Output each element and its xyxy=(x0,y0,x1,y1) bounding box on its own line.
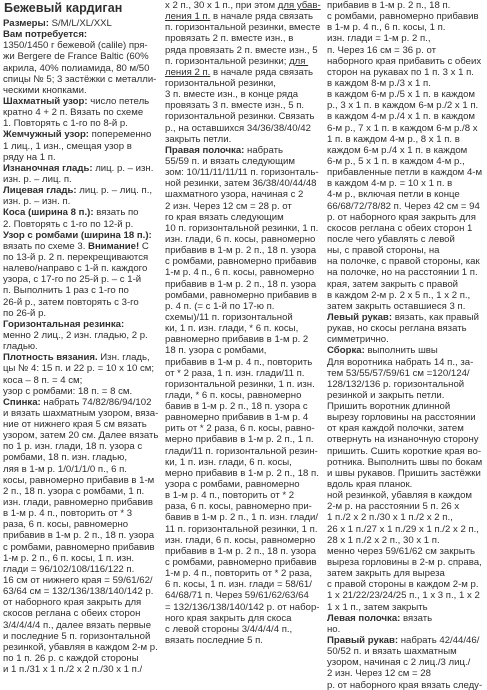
text-line: прибавив в 1-м р. 2 п., 18 п. узора xyxy=(3,530,155,542)
text-line: го края вязать следующим xyxy=(165,211,284,223)
text-line: 3 п. вместе изн., в конце ряда xyxy=(165,89,299,101)
text-line: по 1 п. 26 р. с каждой стороны xyxy=(3,653,139,665)
text-line: Шахматный узор: число петель xyxy=(3,95,150,107)
text-line: с ромбами, равномерно прибавив xyxy=(327,11,479,23)
text-line: провязать 3 п. вместе изн., 5 п. xyxy=(165,100,305,112)
text-line: п. горизонтальной резинки, вместе xyxy=(165,22,321,34)
text-line: затем закрыть для выреза xyxy=(327,568,445,580)
text-line: 1 х 21/22/23/24/25 п., 1 х 3 п., 1 х 2 xyxy=(327,590,480,602)
text-line: Размеры: S/M/L/XL/XXL xyxy=(3,18,112,29)
text-line: ной резинки, затем 36/38/40/44/48 xyxy=(165,178,317,190)
text-line: прибавив в 1-м р. 2 п., 18 п. xyxy=(327,0,451,11)
text-line: 16 см от нижнего края = 59/61/62/ xyxy=(3,575,153,587)
text-column-1 xyxy=(3,18,159,690)
text-line: глади = 96/102/108/116/122 п. xyxy=(3,563,135,575)
text-line: вдоль края планок. xyxy=(327,479,413,491)
text-line: тем 53/55/57/59/61 см =120/124/ xyxy=(327,367,470,379)
text-line: зом: 10/11/11/11/11 п. горизонталь- xyxy=(165,167,319,179)
text-line: раза, 6 п. косы, равномерно xyxy=(3,519,129,531)
text-line: кратно 4 + 2 п. Вязать по схеме xyxy=(3,107,144,119)
text-line: прибавив в 1-м р. 4 п., повторить xyxy=(165,356,313,368)
text-line: каждом 6-м р./4 х 1 п. в каждом xyxy=(327,144,468,156)
text-line: = 132/136/138/140/142 р. от набор- xyxy=(165,601,320,613)
text-line: 1 лиц., 1 изн., смещая узор в xyxy=(3,140,132,152)
text-line: Жемчужный узор: попеременно xyxy=(3,129,152,141)
text-line: вязать последние 5 п. xyxy=(165,635,263,647)
text-line: 66/68/72/78/82 п. Через 42 см = 94 xyxy=(327,200,480,212)
text-line: от наборного края закрыть для xyxy=(3,597,142,609)
text-line: узора, с 17-го по 25-й р. – с 1-й xyxy=(3,274,142,286)
text-line: Изнаночная гладь: лиц. р. – изн. xyxy=(3,162,154,174)
text-line: Правый рукав: набрать 42/44/46/ xyxy=(327,635,480,647)
text-line: узором, начиная с 2 лиц./3 лиц./ xyxy=(327,657,471,669)
text-line: р. от наборного края вязать следу- xyxy=(327,679,483,690)
text-line: с левой стороны 3/4/4/4/4 п., xyxy=(165,623,293,635)
text-line: после чего убавлять с левой xyxy=(327,233,455,245)
text-line: рукав, но скосы реглана вязать xyxy=(327,323,467,335)
text-line: р. от наборного края закрыть для xyxy=(327,211,476,223)
text-line: 6-м р., 7 х 1 п. в каждом 6-м р./8 х xyxy=(327,122,478,134)
text-line: 28 х 1 п./2 х 2 п., 30 х 1 п. xyxy=(327,534,440,546)
text-line: 6-м р., 5 х 1 п. в каждом 4-м р., xyxy=(327,155,465,167)
text-line: гладью. xyxy=(3,341,38,353)
text-line: Левая полочка: вязать xyxy=(327,612,433,624)
text-line: ного края закрыть для скоса xyxy=(165,612,292,624)
text-line: в каждом 8-м р./3 х 1 п. xyxy=(327,77,431,89)
text-line: прибавленные петли в каждом 4-м xyxy=(327,167,483,179)
text-line: горизонтальной резинки, xyxy=(165,77,276,89)
text-line: Спинка: набрать 74/82/86/94/102 xyxy=(3,396,152,408)
text-line: на полочке, с правой стороны, как xyxy=(327,256,480,268)
text-line: изн. р. – изн. п. xyxy=(3,196,71,208)
text-line: 2. Повторять с 1-го по 12-й р. xyxy=(3,218,134,230)
text-line: ной резинкой, убавляя в каждом xyxy=(327,490,473,502)
text-line: 1-м р. 4 п., повторить от * 2 раза, xyxy=(165,568,312,580)
text-line: Вам потребуется: xyxy=(3,29,88,41)
text-line: ряду на 1 п. xyxy=(3,151,56,163)
text-line: ческими кнопками. xyxy=(3,84,87,96)
text-line: 1350/1450 г бежевой (calile) пря- xyxy=(3,40,148,52)
text-column-3 xyxy=(327,0,483,690)
text-line: по 13-й р. 2 п. перекрещиваются xyxy=(3,251,149,263)
text-line: раза, 6 п. косы, равномерно при- xyxy=(165,501,312,513)
text-line: и швы рукавов. Пришить застёжки xyxy=(327,467,481,479)
text-line: глади/11 п. горизонтальной резин- xyxy=(165,445,318,457)
text-line: рить от * 2 раза, 6 п. косы, равно- xyxy=(165,423,315,435)
text-line: скосов реглана с обеих сторон 1 xyxy=(327,222,473,234)
text-line: бавив в 1-м р. 2 п., 18 п. узора с xyxy=(165,401,308,413)
text-line: Пришить воротник длинной xyxy=(327,401,451,413)
text-line: вырезу горловины на расстоянии xyxy=(327,412,476,424)
text-line: коса – 8 п. = 4 см; xyxy=(3,374,83,386)
text-line: в каждом 2-м р. 2 х 5 п., 1 х 2 п., xyxy=(327,289,471,301)
text-line: ротника. Выполнить швы по бокам xyxy=(327,456,483,468)
text-line: 1 х 1 п., затем закрыть xyxy=(327,601,428,613)
text-line: Плотность вязания. Изн. гладь, xyxy=(3,352,150,364)
text-line: 55/59 п. и вязать следующим xyxy=(165,155,295,167)
text-line: Лицевая гладь: лиц. р. – лиц. п., xyxy=(3,185,153,197)
text-line: 26-й р., затем повторять с 3-го xyxy=(3,296,139,308)
text-line: но. xyxy=(327,623,341,635)
text-line: равномерно прибавив в 1-м р. 2 xyxy=(165,334,309,346)
text-line: по 1 р. изн. глади, 18 п. узора с xyxy=(3,441,143,453)
text-line: симметрично. xyxy=(327,334,389,346)
text-line: мерно прибавив в 1-м р. 2 п., 18 п. xyxy=(165,467,319,479)
text-line: 1-м р. 4 п., 6 п. косы, равномерно xyxy=(165,267,315,279)
text-line: 1 п./2 х 2 п./30 х 1 п./2 х 2 п., xyxy=(327,512,453,524)
text-line: в 1-м р. 4 п., повторить от * 2 xyxy=(165,490,295,502)
text-line: 6 п. косы, 1 п. изн. глади = 58/61/ xyxy=(165,579,312,591)
text-line: 1 п. в каждом 4-м р., 8 х 1 п. в xyxy=(327,133,460,145)
text-line: 2 изн. Через 12 см = 28 р. от xyxy=(165,200,292,212)
text-line: и вязать шахматным узором, вяза- xyxy=(3,407,159,419)
text-line: Правая полочка: набрать xyxy=(165,144,284,156)
text-line: Левый рукав: вязать, как правый xyxy=(327,311,479,323)
text-line: ние от нижнего края 5 см вязать xyxy=(3,419,147,431)
text-line: затем закрыть оставшиеся 3 п. xyxy=(327,300,466,312)
text-line: с ромбами, равномерно прибавив xyxy=(3,541,155,553)
text-line: косы, равномерно прибавив в 1-м xyxy=(3,474,155,486)
text-line: глади, * 6 п. косы, равномерно xyxy=(165,389,302,401)
text-line: ления 2 п. в начале ряда связать xyxy=(165,66,314,78)
text-line: с правой стороны в каждом 2-м р. xyxy=(327,579,479,591)
text-line: горизонтальной резинки. Связать xyxy=(165,111,315,123)
text-line: провязать 2 п. вместе изн., в xyxy=(165,33,294,45)
text-line: менно через 59/61/62 см закрыть xyxy=(327,545,476,557)
text-line: в каждом 4-м р. = 10 х 1 п. в xyxy=(327,178,453,190)
text-line: от * 2 раза, 1 п. изн. глади/11 п. xyxy=(165,367,305,379)
text-line: закрыть петли. xyxy=(165,133,232,145)
text-line: шахматного узора, начиная с 2 xyxy=(165,189,304,201)
text-line: изн. глади, 6 п. косы, равномерно xyxy=(165,233,316,245)
text-line: ки, 1 п. изн. глади, 6 п. косы, xyxy=(165,456,292,468)
text-line: п. горизонтальной резинки; для xyxy=(165,55,306,67)
text-line: жи Bergere de France Baltic (60% xyxy=(3,51,149,63)
text-line: схемы)/11 п. горизонтальной xyxy=(165,311,293,323)
text-line: в 1-м р. 4 п., 6 п. косы, 1 п. xyxy=(327,22,446,34)
text-line: края, затем закрыть с правой xyxy=(327,278,459,290)
text-line: узор с ромбами: 18 п. = 8 см. xyxy=(3,385,133,397)
text-line: 4-м р., включая петли в конце xyxy=(327,189,460,201)
text-line: спицы № 5; 3 застёжки с металли- xyxy=(3,73,157,85)
text-line: акрила, 40% полиамида, 80 м/50 xyxy=(3,62,150,74)
text-line: менно 2 лиц., 2 изн. гладью, 2 р. xyxy=(3,329,148,341)
text-line: х 2 п., 30 х 1 п., при этом для убав- xyxy=(165,0,321,11)
text-line: узором, затем 20 см. Далее вязать xyxy=(3,430,159,442)
text-line: 1-м р. 2 п., 6 п. косы, 1 п. изн. xyxy=(3,552,135,564)
text-line: ромбами, 18 п. изн. гладью, xyxy=(3,452,127,464)
text-line: и 1 п./31 х 1 п./2 х 2 п./30 х 1 п./ xyxy=(3,664,143,676)
text-line: прибавив в 1-м р. 2 п., 18 п. узора xyxy=(165,545,317,557)
text-line: изн. глади, равномерно прибавив xyxy=(3,497,153,509)
text-line: ряда провязать 2 п. вместе изн., 5 xyxy=(165,44,318,56)
text-line: цы № 4: 15 п. и 22 р. = 10 х 10 см; xyxy=(3,363,155,375)
text-line: отвернуть на изнаночную сторону xyxy=(327,434,479,446)
text-line: мерно прибавив в 1-м р. 2 п., 1 п. xyxy=(165,434,314,446)
text-line: Узор с ромбами (ширина 18 п.): xyxy=(3,229,152,241)
text-line: вязать по схеме 3. Внимание! С xyxy=(3,240,149,252)
text-line: п. Через 16 см = 36 р. от xyxy=(327,44,436,56)
text-line: 2 изн. Через 12 см = 28 xyxy=(327,668,431,680)
text-line: 26 х 1 п./27 х 1 п./29 х 1 п./2 х 2 п., xyxy=(327,523,479,535)
text-line: ромбами, равномерно прибавив в xyxy=(165,289,317,301)
text-line: р. 4 п. (= с 1-й по 17-ю п. xyxy=(165,300,275,312)
text-line: изн. глади, 6 п. косы, равномерно xyxy=(165,534,316,546)
text-line: 128/132/136 р. горизонтальной xyxy=(327,378,465,390)
text-line: ки, 1 п. изн. глади, * 6 п. косы, xyxy=(165,323,299,335)
text-line: 63/64 см = 132/136/138/140/142 р. xyxy=(3,586,154,598)
text-line: Сборка: выполнить швы xyxy=(327,345,438,357)
text-line: Коса (ширина 8 п.): вязать по xyxy=(3,207,139,219)
text-line: резинкой, убавляя в каждом 2-м р. xyxy=(3,641,158,653)
text-line: прибавив в 1-м р. 2 п., 18 п. узора xyxy=(165,245,317,257)
text-line: налево/направо с 1-й п. каждого xyxy=(3,263,148,275)
text-column-2 xyxy=(165,0,321,690)
text-line: 3/4/4/4/4 п., далее вязать первые xyxy=(3,619,152,631)
text-line: ны, с правой стороны, на xyxy=(327,245,440,257)
text-line: Горизонтальная резинка: xyxy=(3,318,125,330)
text-line: горизонтальной резинки, 1 п. изн. xyxy=(165,378,315,390)
text-line: 1. Повторять с 1-го по 8-й р. xyxy=(3,118,128,130)
text-line: прибавив в 1-м р. 2 п., 18 п. узора xyxy=(165,278,317,290)
text-line: в 1-м р. 4 п., повторить от * 3 xyxy=(3,508,133,520)
text-line: 64/68/71 п. Через 59/61/62/63/64 xyxy=(165,590,309,602)
text-line: в каждом 4-м р./4 х 1 п. в каждом xyxy=(327,111,476,123)
text-line: от края каждой полочки, затем xyxy=(327,423,464,435)
text-line: равномерно прибавив в 1-м р. 4 xyxy=(165,412,309,424)
text-line: 11 п. горизонтальной резинки, 1 п. xyxy=(165,523,318,535)
text-line: Для воротника набрать 14 п., за- xyxy=(327,356,474,368)
text-line: наборного края прибавить с обеих xyxy=(327,55,482,67)
text-line: р., 3 х 1 п. в каждом 6-м р./2 х 1 п. xyxy=(327,100,479,112)
text-line: бавив в 1-м р. 2 п., 1 п. изн. глади/ xyxy=(165,512,318,524)
text-line: 2 п., 18 п. узора с ромбами, 1 п. xyxy=(3,485,145,497)
text-line: пришить. Сшить короткие края во- xyxy=(327,445,482,457)
text-line: узора с ромбами, равномерно xyxy=(165,479,300,491)
text-line: изн. р. – лиц. п. xyxy=(3,173,72,185)
text-line: 10 п. горизонтальной резинки, 1 п. xyxy=(165,222,319,234)
text-line: 50/52 п. и вязать шахматным xyxy=(327,646,457,658)
text-line: 2-м р. на расстоянии 5 п. 26 х xyxy=(327,501,460,513)
text-line: с ромбами, равномерно прибавив xyxy=(165,557,317,569)
text-line: и последние 5 п. горизонтальной xyxy=(3,630,151,642)
text-line: на полочке, но на расстоянии 1 п. xyxy=(327,267,478,279)
text-line: выреза горловины в 2-м р. справа, xyxy=(327,557,482,569)
text-line: п. Выполнить 1 раз с 1-го по xyxy=(3,285,129,297)
text-line: р., на оставшихся 34/36/38/40/42 xyxy=(165,122,311,134)
text-line: ляя в 1-м р. 1/0/1/1/0 п., 6 п. xyxy=(3,463,127,475)
text-line: в каждом 6-м р./5 х 1 п. в каждом xyxy=(327,89,476,101)
text-line: 18 п. узора с ромбами, xyxy=(165,345,267,357)
text-line: резинкой и закрыть петли. xyxy=(327,389,445,401)
text-line: с ромбами, равномерно прибавив xyxy=(165,256,317,268)
text-line: по 26-й р. xyxy=(3,307,47,319)
page-title: Бежевый кардиган xyxy=(4,1,123,15)
text-line: скосов реглана с обеих сторон xyxy=(3,608,141,620)
text-line: ления 1 п. в начале ряда связать xyxy=(165,11,314,23)
text-line: сторон на рукавах по 1 п. 3 х 1 п. xyxy=(327,66,474,78)
text-line: изн. глади = 1-м р. 2 п., xyxy=(327,33,431,45)
